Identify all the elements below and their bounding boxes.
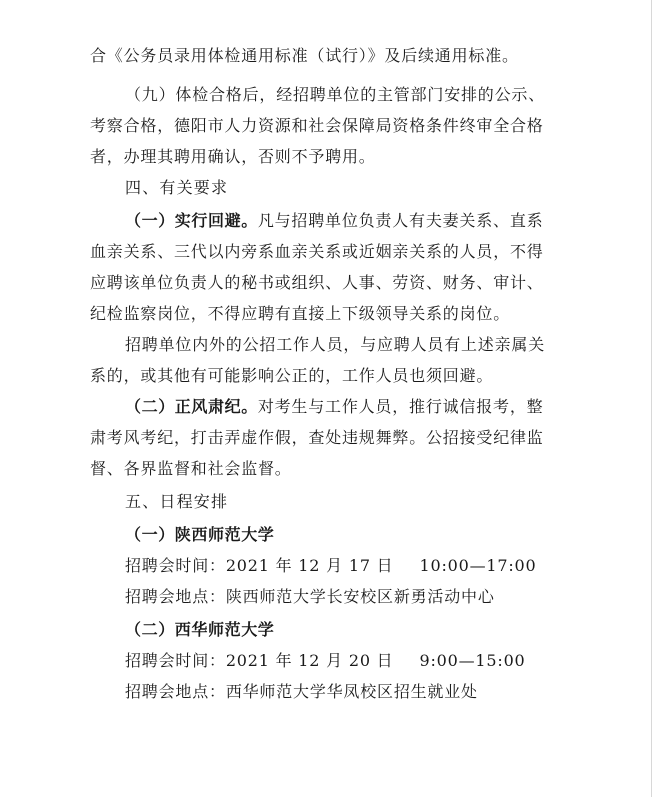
paragraph-line: 血亲关系、三代以内旁系血亲关系或近姻亲关系的人员，不得: [90, 242, 544, 261]
event-place: 西华师范大学华凤校区招生就业处: [225, 682, 478, 701]
schedule-place: [125, 682, 478, 702]
venue-heading: （一）陕西师范大学: [125, 525, 275, 544]
paragraph-line: 应聘该单位负责人的秘书或组织、人事、劳资、财务、审计、: [90, 273, 544, 292]
event-hours: 10:00—17:00: [419, 556, 537, 575]
event-place: 陕西师范大学长安校区新勇活动中心: [225, 587, 495, 606]
place-label: 招聘会地点：: [125, 587, 226, 606]
paragraph-line: 者，办理其聘用确认，否则不予聘用。: [90, 147, 376, 166]
section-heading: 五、日程安排: [125, 492, 229, 511]
section-heading: 四、有关要求: [125, 178, 229, 197]
schedule-time: [125, 651, 526, 671]
event-date: 2021 年 12 月 17 日: [225, 556, 394, 575]
item-lead: （一）实行回避。: [125, 211, 258, 230]
item-lead: （二）正风肃纪。: [125, 397, 258, 416]
place-label: 招聘会地点：: [125, 682, 226, 701]
paragraph-line: [125, 397, 543, 417]
event-date: 2021 年 12 月 20 日: [225, 651, 394, 670]
schedule-place: [125, 587, 495, 607]
event-hours: 9:00—15:00: [419, 651, 526, 670]
venue-heading: （二）西华师范大学: [125, 620, 275, 639]
paragraph-line: 合《公务员录用体检通用标准（试行）》及后续通用标准。: [90, 46, 519, 65]
paragraph-line: 纪检监察岗位，不得应聘有直接上下级领导关系的岗位。: [90, 304, 511, 323]
paragraph-line: 考察合格，德阳市人力资源和社会保障局资格条件终审全合格: [90, 116, 544, 135]
paragraph-line: 督、各界监督和社会监督。: [90, 459, 292, 478]
paragraph-line: 招聘单位内外的公招工作人员，与应聘人员有上述亲属关: [125, 335, 546, 354]
paragraph-line: [125, 211, 543, 231]
schedule-time: [125, 556, 537, 576]
paragraph-line: （九）体检合格后，经招聘单位的主管部门安排的公示、: [125, 85, 546, 104]
time-label: 招聘会时间：: [125, 651, 226, 670]
time-label: 招聘会时间：: [125, 556, 226, 575]
item-text: 对考生与工作人员，推行诚信报考，整: [257, 397, 544, 416]
item-text: 凡与招聘单位负责人有夫妻关系、直系: [257, 211, 544, 230]
paragraph-line: 系的，或其他有可能影响公正的，工作人员也须回避。: [90, 366, 494, 385]
paragraph-line: 肃考风考纪，打击弄虚作假，查处违规舞弊。公招接受纪律监: [90, 428, 544, 447]
